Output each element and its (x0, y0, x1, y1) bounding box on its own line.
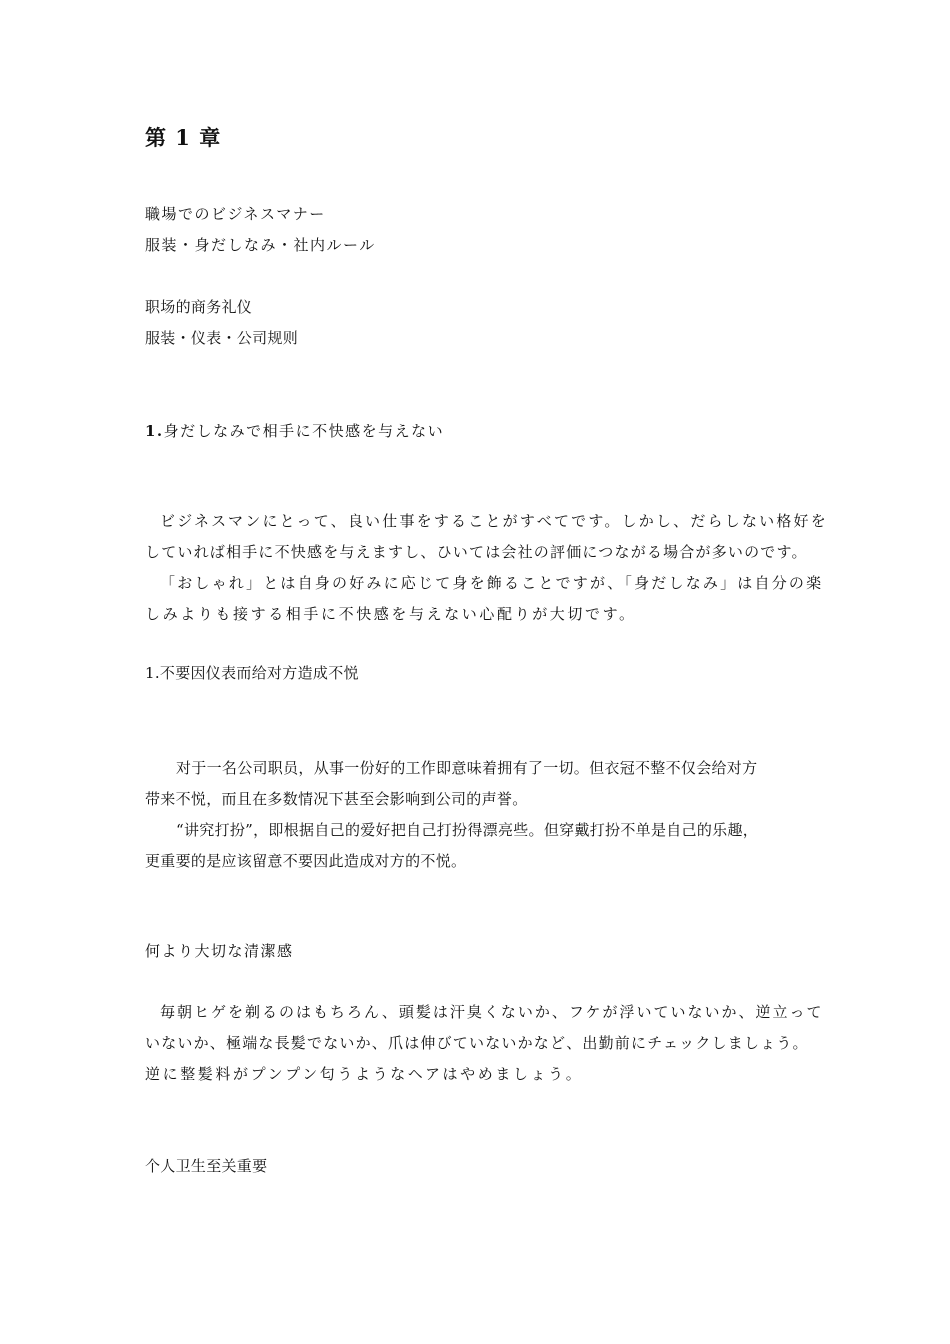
section2-ja-heading: 何より大切な清潔感 (145, 942, 294, 960)
section1-ja-para-line2: していれば相手に不快感を与えますし、ひいては会社の評価につながる場合が多いのです。 (145, 543, 808, 561)
intro-zh-line2: 服装・仪表・公司规则 (145, 329, 299, 347)
section1-heading (145, 420, 815, 442)
section2-ja-para-line1: 毎朝ヒゲを剃るのはもちろん、頭髪は汗臭くないか、フケが浮いていないか、逆立って (160, 1003, 824, 1021)
section1-ja-para-line3: 「おしゃれ」とは自身の好みに応じて身を飾ることですが、「身だしなみ」は自分の楽 (160, 574, 824, 592)
section1-zh-para-line2: 带来不悦，而且在多数情况下甚至会影响到公司的声誉。 (145, 790, 528, 808)
section1-heading-text: 身だしなみで相手に不快感を与えない (163, 422, 445, 440)
section1-heading-number: 1. (145, 422, 164, 440)
section1-zh-heading: 1.不要因仪表而给对方造成不悦 (145, 664, 359, 682)
section1-zh-para-line1: 对于一名公司职员，从事一份好的工作即意味着拥有了一切。但衣冠不整不仅会给对方 (176, 759, 758, 777)
section2-zh-heading: 个人卫生至关重要 (145, 1157, 268, 1175)
chapter-title: 第 1 章 (145, 125, 222, 150)
section2-ja-para-line3: 逆に整髪料がプンプン匂うようなヘアはやめましょう。 (145, 1065, 584, 1083)
intro-ja-line2: 服装・身だしなみ・社内ルール (145, 236, 376, 254)
section1-zh-para-line4: 更重要的是应该留意不要因此造成对方的不悦。 (145, 852, 467, 870)
section1-zh-para-line3: “讲究打扮”，即根据自己的爱好把自己打扮得漂亮些。但穿戴打扮不单是自己的乐趣， (176, 821, 759, 839)
section1-ja-para-line4: しみよりも接する相手に不快感を与えない心配りが大切です。 (145, 605, 637, 623)
section2-ja-para-line2: いないか、極端な長髪でないか、爪は伸びていないかなど、出勤前にチェックしましょう。 (145, 1034, 809, 1052)
intro-ja-line1: 職場でのビジネスマナー (145, 205, 326, 223)
intro-zh-line1: 职场的商务礼仪 (145, 298, 253, 316)
section1-ja-para-line1: ビジネスマンにとって、良い仕事をすることがすべてです。しかし、だらしない格好を (160, 512, 828, 530)
